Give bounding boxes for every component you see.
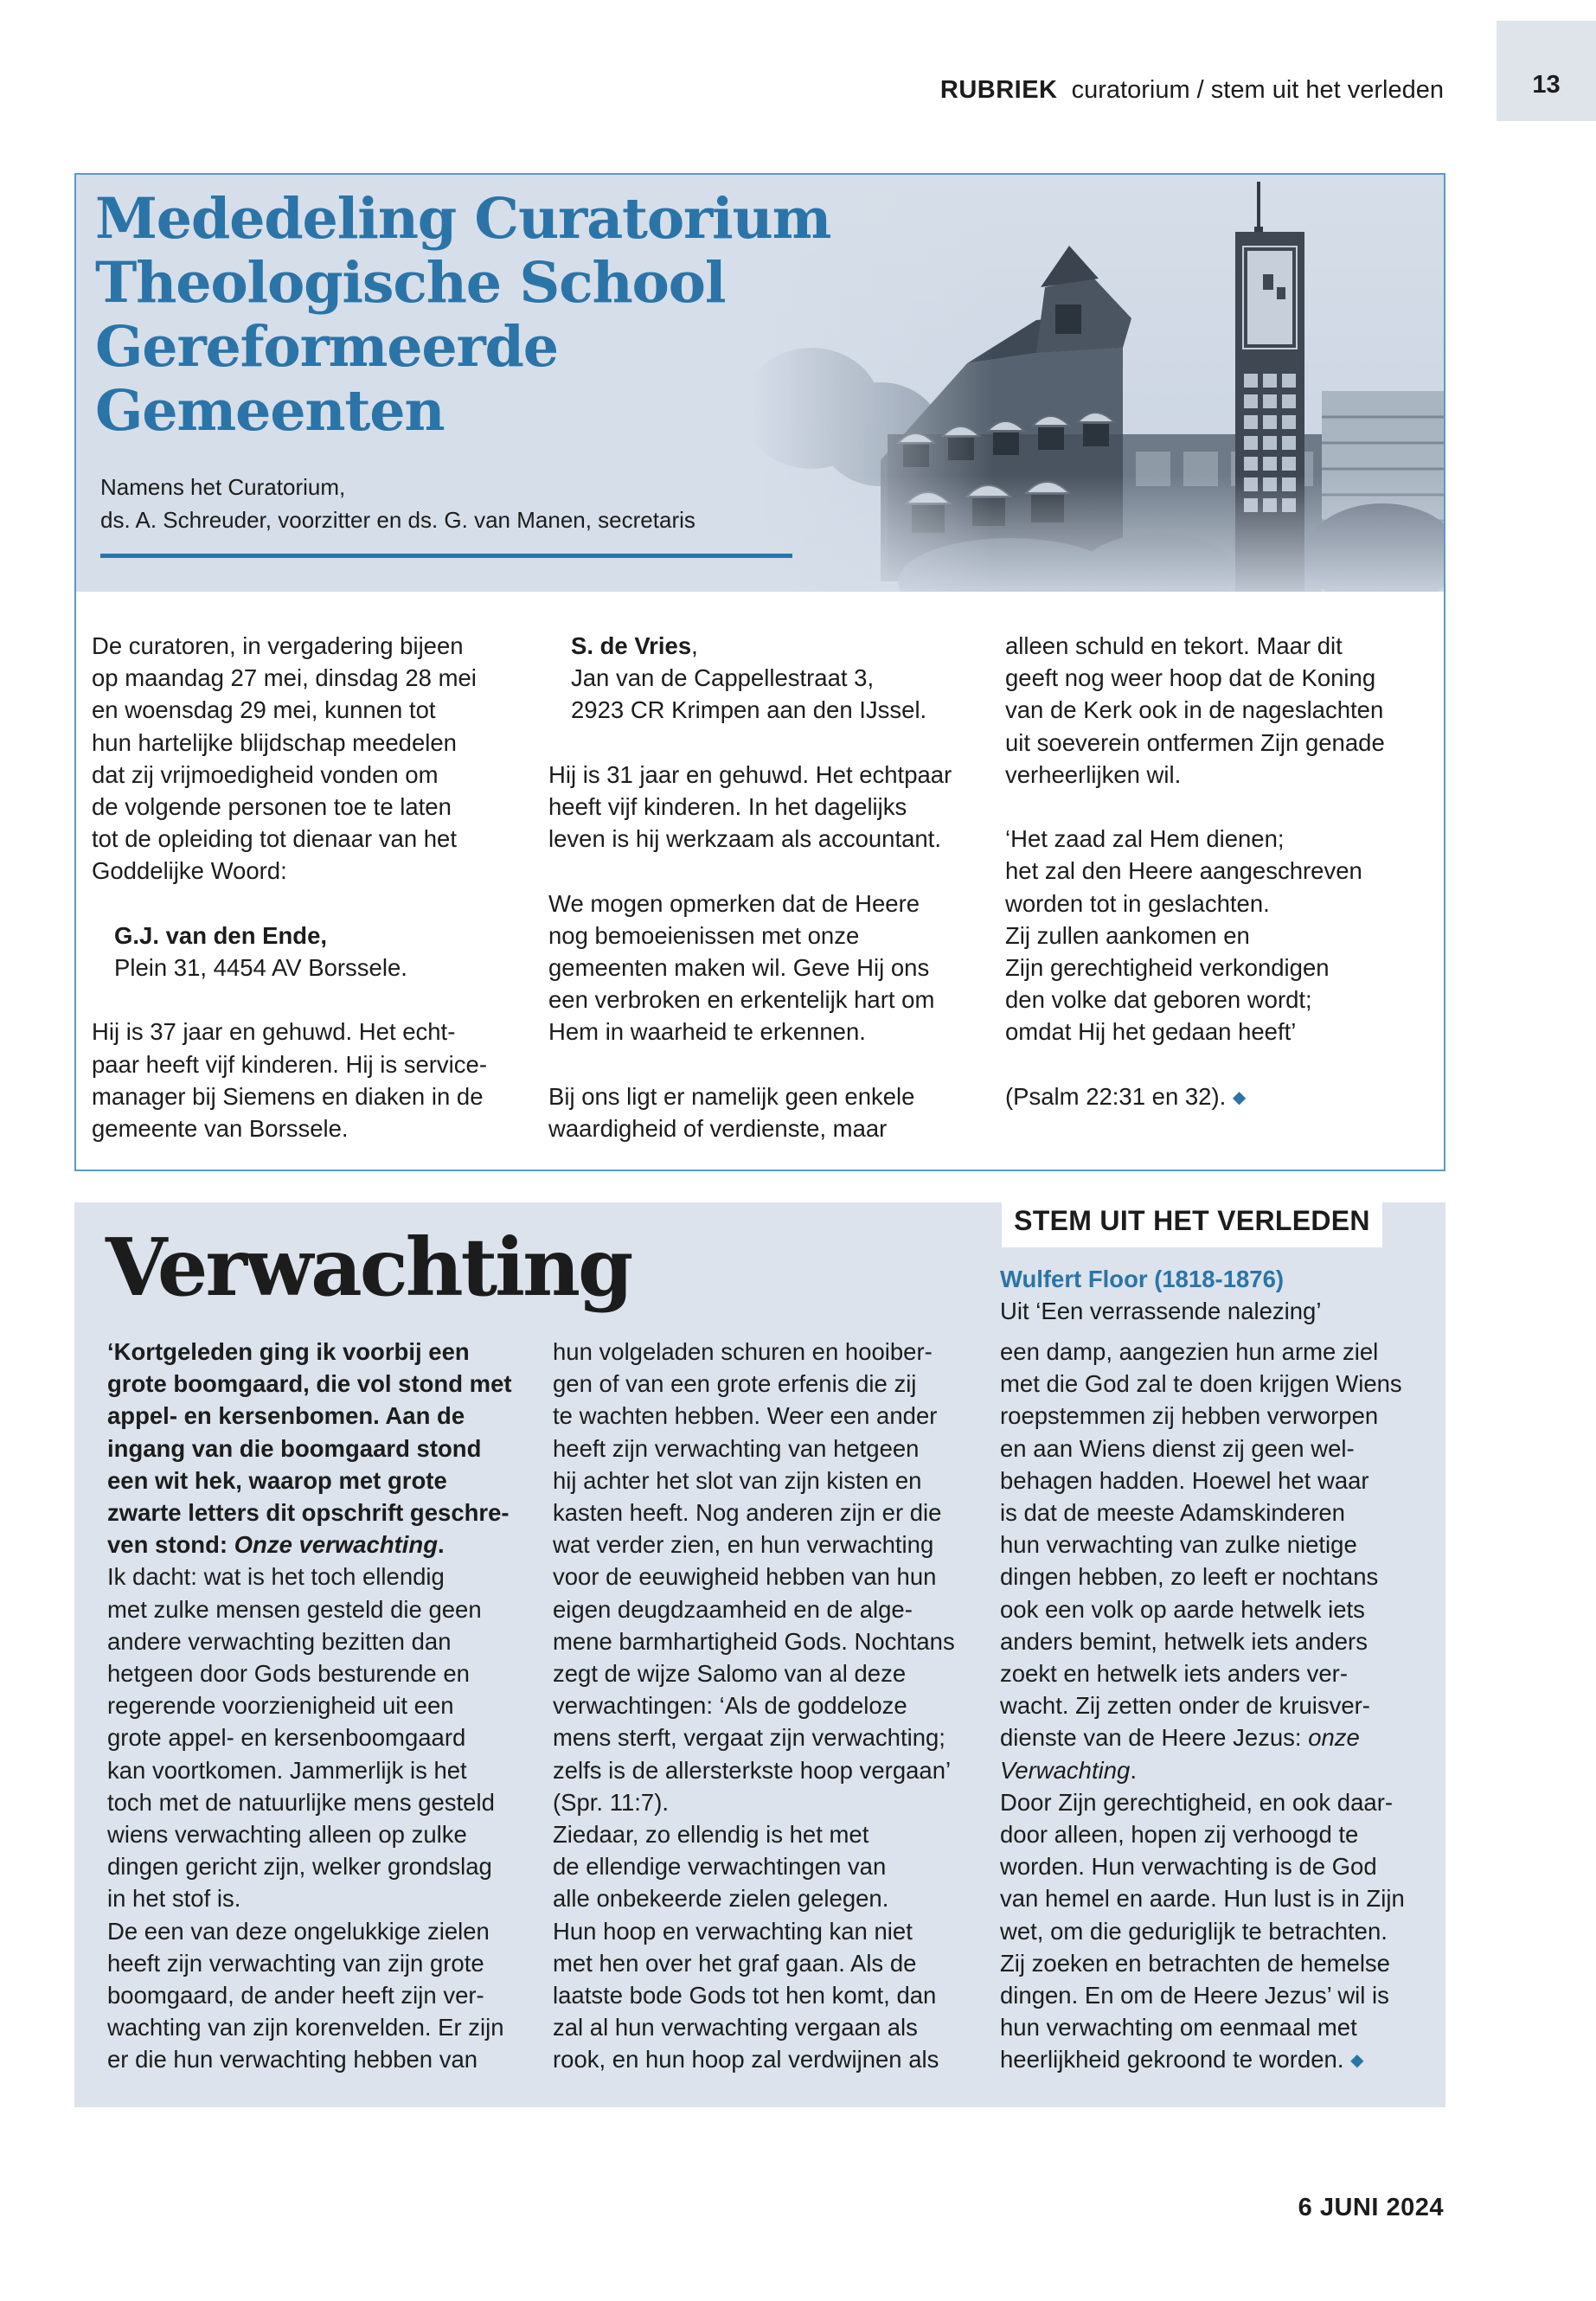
- text-line: met die God zal te doen krijgen Wiens: [1000, 1370, 1402, 1398]
- text-line: eigen deugdzaamheid en de alge-: [553, 1595, 913, 1623]
- rubriek-text: curatorium / stem uit het verleden: [1071, 76, 1444, 104]
- text-line: uit soeverein ontfermen Zijn genade: [1005, 728, 1385, 756]
- text-line: hetgeen door Gods besturende en: [107, 1660, 470, 1688]
- source-line: Uit ‘Een verrassende nalezing’: [1000, 1298, 1322, 1324]
- text-line: (Spr. 11:7).: [553, 1788, 669, 1816]
- text-line: boomgaard, de ander heeft zijn ver-: [107, 1982, 484, 2009]
- text-line: Bij ons ligt er namelijk geen enkele: [548, 1082, 915, 1110]
- text-line: rook, en hun hoop zal verdwijnen als: [553, 2046, 939, 2073]
- text-line: roepstemmen zij hebben verworpen: [1000, 1402, 1379, 1430]
- text-line: De curatoren, in vergadering bijeen: [92, 632, 464, 659]
- text-line: door alleen, hopen zij verhoogd te: [1000, 1821, 1359, 1849]
- text-line: anders bemint, hetwelk iets anders: [1000, 1627, 1368, 1655]
- text-line: nog bemoeienissen met onze: [548, 921, 860, 949]
- text-line: verheerlijken wil.: [1005, 760, 1182, 788]
- text-line: de ellendige verwachtingen van: [553, 1853, 887, 1881]
- text-line: leven is hij werkzaam als accountant.: [548, 825, 941, 853]
- text-line: ook een volk op aarde hetwelk iets: [1000, 1595, 1365, 1623]
- quote-line: het zal den Heere aangeschreven: [1005, 857, 1362, 885]
- curatorium-column-2: S. de Vries, Jan van de Cappellestraat 3, 2923 CR Krimpen aan den IJssel. Hij is 31 jaar en gehuwd. Het echtpaar heeft vijf kinderen. In het dagelijks leven is hij werkzaam als accountant. We mogen opmerken dat de Heere nog bemoeienissen met onze gemeenten maken wil. Geve Hij ons een verbroken en erkentelijk hart om Hem in waarheid te erkennen. Bij ons ligt er namelijk geen enkele waardigheid of verdienste, maar: [548, 630, 998, 1144]
- text-line: Door Zijn gerechtigheid, en ook daar-: [1000, 1788, 1394, 1816]
- title-line: Gemeenten: [95, 378, 445, 444]
- verwachting-column-2: [553, 1336, 994, 2076]
- lead-line: zwarte letters dit opschrift geschre-: [107, 1499, 510, 1527]
- text-line: een verbroken en erkentelijk hart om: [548, 986, 935, 1014]
- candidate-address: Jan van de Cappellestraat 3,: [571, 664, 875, 692]
- candidate-name: G.J. van den Ende,: [114, 921, 328, 949]
- text-line: op maandag 27 mei, dinsdag 28 mei: [92, 664, 477, 692]
- text-line: dienste van de Heere Jezus:: [1000, 1724, 1309, 1752]
- lead-line-prefix: ven stond:: [107, 1531, 234, 1559]
- diamond-icon: ◆: [1350, 2051, 1364, 2071]
- text-line: Zij zoeken en betrachten de hemelse: [1000, 1949, 1390, 1977]
- lead-line: ingang van die boomgaard stond: [107, 1434, 482, 1462]
- text-line: regerende voorzienigheid uit een: [107, 1692, 454, 1720]
- text-line: hun verwachting van zulke nietige: [1000, 1531, 1357, 1559]
- text-line: wachting van zijn korenvelden. Er zijn: [107, 2014, 504, 2041]
- text-line: toch met de natuurlijke mens gesteld: [107, 1788, 495, 1816]
- curatorium-column-1: [92, 630, 542, 1144]
- text-line: dingen gericht zijn, welker grondslag: [107, 1853, 492, 1881]
- byline-line: Namens het Curatorium,: [100, 474, 346, 500]
- text-line: hun volgeladen schuren en hooiber-: [553, 1338, 933, 1365]
- text-line: zelfs is de allersterkste hoop vergaan’: [553, 1756, 952, 1784]
- text-line: zegt de wijze Salomo van al deze: [553, 1660, 907, 1688]
- lead-line: ‘Kortgeleden ging ik voorbij een: [107, 1338, 470, 1365]
- candidate-name: S. de Vries: [571, 632, 692, 659]
- curatorium-column-3: [1005, 630, 1438, 1114]
- text-line: grote appel- en kersenboomgaard: [107, 1724, 466, 1752]
- text-line: wacht. Zij zetten onder de kruisver-: [1000, 1692, 1370, 1720]
- lead-suffix: .: [438, 1531, 445, 1559]
- text-line: andere verwachting bezitten dan: [107, 1627, 452, 1655]
- quote-line: Zij zullen aankomen en: [1005, 921, 1250, 949]
- quote-line: Zijn gerechtigheid verkondigen: [1005, 954, 1330, 982]
- curatorium-byline: [100, 471, 695, 536]
- verwachting-article: [74, 1202, 1445, 2107]
- quote-line: omdat Hij het gedaan heeft’: [1005, 1018, 1297, 1046]
- text-line: wiens verwachting alleen op zulke: [107, 1821, 467, 1849]
- text-line: zal al hun verwachting vergaan als: [553, 2014, 918, 2041]
- text-line: kasten heeft. Nog anderen zijn er die: [553, 1499, 942, 1527]
- section-label: STEM UIT HET VERLEDEN: [1002, 1194, 1382, 1247]
- lead-line: appel- en kersenbomen. Aan de: [107, 1402, 465, 1430]
- text-line: is dat de meeste Adamskinderen: [1000, 1499, 1345, 1527]
- issue-date: 6 JUNI 2024: [1298, 2194, 1444, 2221]
- text-line: gemeenten maken wil. Geve Hij ons: [548, 954, 930, 981]
- text-line: gemeente van Borssele.: [92, 1115, 349, 1143]
- text-line: alleen schuld en tekort. Maar dit: [1005, 632, 1343, 659]
- quote-line: ‘Het zaad zal Hem dienen;: [1005, 825, 1285, 853]
- lead-italic: Onze verwachting: [234, 1531, 439, 1559]
- text-line: wat verder zien, en hun verwachting: [553, 1531, 934, 1559]
- text-line: geeft nog weer hoop dat de Koning: [1005, 664, 1376, 692]
- text-line: We mogen opmerken dat de Heere: [548, 889, 920, 917]
- text-line: wet, om die geduriglijk te betrachten.: [1000, 1917, 1388, 1945]
- text-line: met zulke mensen gesteld die geen: [107, 1595, 482, 1623]
- curatorium-title: [95, 187, 874, 443]
- rubriek-header: [940, 76, 1444, 105]
- text-line: zoekt en hetwelk iets anders ver-: [1000, 1660, 1348, 1688]
- text-line: en woensdag 29 mei, kunnen tot: [92, 696, 436, 724]
- byline-line: ds. A. Schreuder, voorzitter en ds. G. van Manen, secretaris: [100, 507, 695, 533]
- author-name: Wulfert Floor (1818-1876): [1000, 1266, 1285, 1292]
- quote-line: worden tot in geslachten.: [1005, 889, 1270, 917]
- text-line: heerlijkheid gekroond te worden.: [1000, 2046, 1344, 2073]
- text-line: heeft zijn verwachting van hetgeen: [553, 1434, 920, 1462]
- lead-line: grote boomgaard, die vol stond met: [107, 1370, 512, 1398]
- italic-word: Verwachting: [1000, 1756, 1131, 1784]
- text-line: er die hun verwachting hebben van: [107, 2046, 478, 2073]
- diamond-icon: ◆: [1232, 1087, 1247, 1107]
- text-line: een damp, aangezien hun arme ziel: [1000, 1338, 1379, 1365]
- text-line: en aan Wiens dienst zij geen wel-: [1000, 1434, 1355, 1462]
- italic-word: onze: [1308, 1724, 1360, 1752]
- text-line: gen of van een grote erfenis die zij: [553, 1370, 917, 1398]
- verwachting-column-3: een damp, aangezien hun arme ziel met die God zal te doen krijgen Wiens roepstemmen zij hebben verworpen en aan Wiens dienst zij geen wel- behagen hadden. Hoewel het waar is dat de meeste Adamskinderen hun verwachting van zulke nietige dingen hebben, zo leeft er nochtans ook een volk op aarde hetwelk iets anders bemint, hetwelk iets anders zoekt en hetwelk iets anders ver- wacht. Zij zetten onder de kruisver- dienste van de Heere Jezus: onze Verwachting. Door Zijn gerechtigheid, en ook daar- door alleen, hopen zij verhoogd te worden. Hun verwachting is de God van hemel en aarde. Hun lust is in Zijn wet, om die geduriglijk te betrachten. Zij zoeken en betrachten de hemelse dingen. En om de Heere Jezus’ wil is hun verwachting om eenmaal met heerlijkheid gekroond te worden. ◆: [1000, 1336, 1433, 2078]
- text-line: dingen. En om de Heere Jezus’ wil is: [1000, 1982, 1389, 2009]
- text-line: behagen hadden. Hoewel het waar: [1000, 1466, 1369, 1494]
- article-title: Verwachting: [106, 1221, 631, 1314]
- text-line: heeft vijf kinderen. In het dagelijks: [548, 793, 907, 820]
- text-line: voor de eeuwigheid hebben van hun: [553, 1563, 937, 1591]
- page-number: 13: [1532, 71, 1561, 99]
- text-line: Hij is 37 jaar en gehuwd. Het echt-: [92, 1018, 456, 1046]
- candidate-address: Plein 31, 4454 AV Borssele.: [114, 954, 407, 982]
- text-line: tot de opleiding tot dienaar van het: [92, 825, 457, 853]
- text-line: met hen over het graf gaan. Als de: [553, 1949, 917, 1977]
- text-line: hij achter het slot van zijn kisten en: [553, 1466, 922, 1494]
- text-line: mens sterft, vergaat zijn verwachting;: [553, 1724, 945, 1752]
- curatorium-header: [76, 175, 1444, 592]
- text-line: Hun hoop en verwachting kan niet: [553, 1917, 913, 1945]
- text-line: laatste bode Gods tot hen komt, dan: [553, 1982, 937, 2009]
- text-line: van de Kerk ook in de nageslachten: [1005, 696, 1384, 724]
- text-line: paar heeft vijf kinderen. Hij is service-: [92, 1050, 487, 1078]
- author-block: [1000, 1263, 1321, 1327]
- text-line: van hemel en aarde. Hun lust is in Zijn: [1000, 1885, 1405, 1913]
- curatorium-article: [74, 173, 1445, 1171]
- rubriek-label: RUBRIEK: [939, 76, 1058, 104]
- text-line: Goddelijke Woord:: [92, 857, 287, 885]
- lead-line: een wit hek, waarop met grote: [107, 1466, 447, 1494]
- text-line: hun verwachting om eenmaal met: [1000, 2014, 1357, 2041]
- text-line: waardigheid of verdienste, maar: [548, 1115, 888, 1142]
- psalm-reference: (Psalm 22:31 en 32).: [1005, 1082, 1227, 1110]
- text-line: verwachtingen: ‘Als de goddeloze: [553, 1692, 907, 1720]
- text-line: Hij is 31 jaar en gehuwd. Het echtpaar: [548, 760, 952, 788]
- title-line: Gereformeerde: [95, 314, 558, 380]
- text-line: in het stof is.: [107, 1885, 241, 1913]
- text-line: Hem in waarheid te erkennen.: [548, 1018, 866, 1046]
- text-line: Ik dacht: wat is het toch ellendig: [107, 1563, 445, 1591]
- text-line: manager bij Siemens en diaken in de: [92, 1082, 484, 1110]
- verwachting-column-1: [107, 1336, 540, 2076]
- text-line: dingen hebben, zo leeft er nochtans: [1000, 1563, 1379, 1591]
- text-line: worden. Hun verwachting is de God: [1000, 1853, 1377, 1881]
- text-line: heeft zijn verwachting van zijn grote: [107, 1949, 484, 1977]
- text-line: dat zij vrijmoedigheid vonden om: [92, 760, 439, 788]
- title-line: Mededeling Curatorium: [95, 186, 831, 252]
- text-line: mene barmhartigheid Gods. Nochtans: [553, 1627, 955, 1655]
- text-line: Ziedaar, zo ellendig is het met: [553, 1821, 869, 1849]
- candidate-address: 2923 CR Krimpen aan den IJssel.: [571, 696, 927, 724]
- text-line: hun hartelijke blijdschap meedelen: [92, 728, 457, 756]
- quote-line: den volke dat geboren wordt;: [1005, 986, 1312, 1014]
- text-line: te wachten hebben. Weer een ander: [553, 1402, 938, 1430]
- text-line: alle onbekeerde zielen gelegen.: [553, 1885, 889, 1913]
- title-rule: [100, 554, 792, 558]
- text-line: kan voortkomen. Jammerlijk is het: [107, 1756, 467, 1784]
- text-line: de volgende personen toe te laten: [92, 793, 452, 821]
- text-line: De een van deze ongelukkige zielen: [107, 1917, 490, 1945]
- title-line: Theologische School: [95, 250, 726, 316]
